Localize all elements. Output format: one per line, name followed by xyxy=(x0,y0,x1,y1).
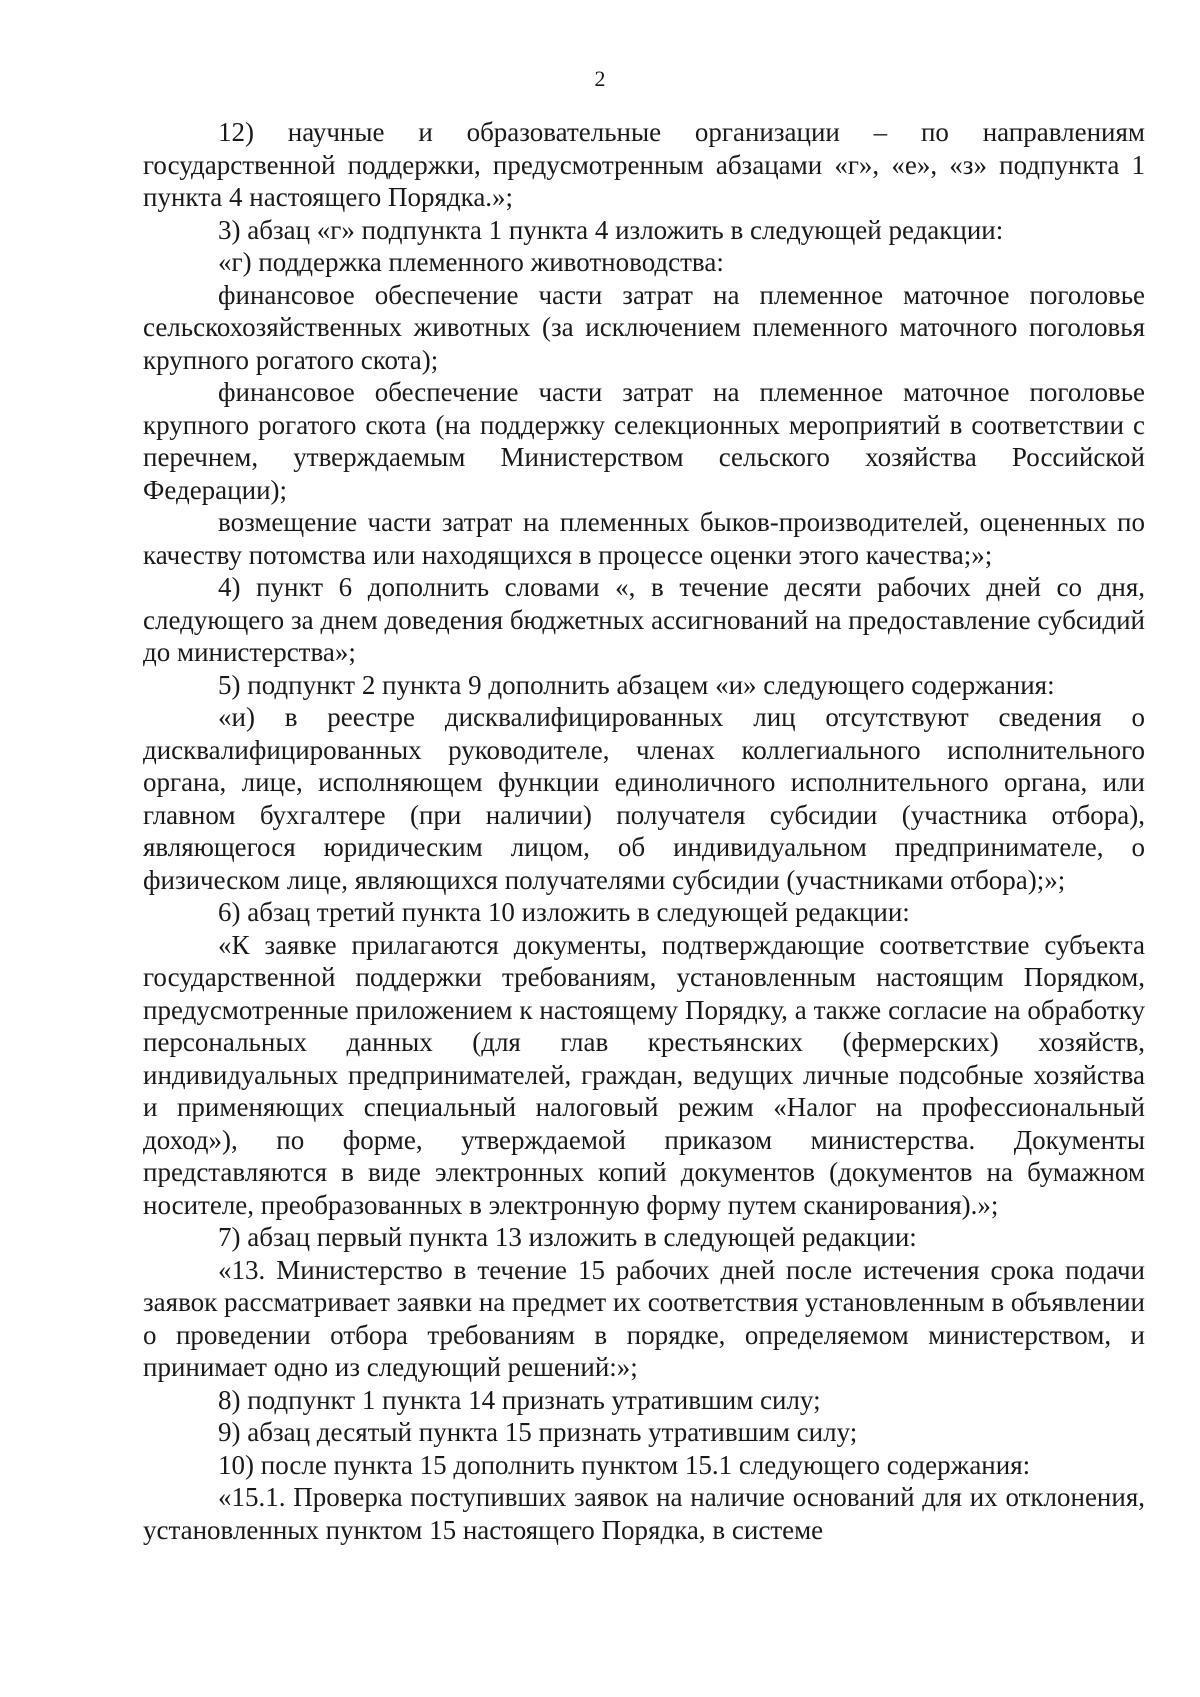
paragraph-subitem-i: «и) в реестре дисквалифицированных лиц отсутствуют сведения о дисквалифицированных руководителе, членах коллегиального исполнительного органа, лице, исполняющем функции единоличного исполнительного органа, или главном бухгалтере (при наличии) получателя субсидии (участника отбора), являющегося юридическим лицом, об индивидуальном предпринимателе, о физическом лице, являющихся получателями субсидии (участниками отбора);»; xyxy=(143,702,1145,895)
paragraph-amendment-7: 7) абзац первый пункта 13 изложить в следующей редакции: xyxy=(218,1222,917,1252)
paragraph-financing-cattle: финансовое обеспечение части затрат на племенное маточное поголовье крупного рогатого скота (на поддержку селекционных мероприятий в соответствии с перечнем, утверждаемым Министерством сельского хозяйства Российской Федерации); xyxy=(143,377,1145,505)
paragraph-amendment-4: 4) пункт 6 дополнить словами «, в течение десяти рабочих дней со дня, следующего за днем доведения бюджетных ассигнований на предоставление субсидий до министерства»; xyxy=(143,572,1145,667)
paragraph-amendment-6: 6) абзац третий пункта 10 изложить в следующей редакции: xyxy=(218,897,910,927)
paragraph-item-15-1: «15.1. Проверка поступивших заявок на наличие оснований для их отклонения, установленных пунктом 15 настоящего Порядка, в системе xyxy=(143,1482,1145,1545)
paragraph-financing-livestock: финансовое обеспечение части затрат на племенное маточное поголовье сельскохозяйственных животных (за исключением племенного маточного поголовья крупного рогатого скота); xyxy=(143,279,1145,375)
paragraph-bulls-compensation: возмещение части затрат на племенных быков-производителей, оцененных по качеству потомства или находящихся в процессе оценки этого качества;»; xyxy=(143,507,1145,570)
paragraph-subitem-g: «г) поддержка племенного животноводства: xyxy=(218,247,724,277)
paragraph-amendment-8: 8) подпункт 1 пункта 14 признать утратившим силу; xyxy=(218,1384,821,1415)
paragraph-amendment-5: 5) подпункт 2 пункта 9 дополнить абзацем «и» следующего содержания: xyxy=(218,669,1055,700)
document-body xyxy=(143,116,1145,1546)
paragraph-amendment-10: 10) после пункта 15 дополнить пунктом 15.1 следующего содержания: xyxy=(218,1449,1031,1480)
page-number: 2 xyxy=(594,66,606,91)
paragraph-amendment-3: 3) абзац «г» подпункта 1 пункта 4 изложить в следующей редакции: xyxy=(218,214,1004,245)
paragraph-application-documents: «К заявке прилагаются документы, подтверждающие соответствие субъекта государственной поддержки требованиям, установленным настоящим Порядком, предусмотренные приложением к настоящему Порядку, а также согласие на обработку персональных данных (для глав крестьянских (фермерских) хозяйств, индивидуальных предпринимателей, граждан, ведущих личные подсобные хозяйства и применяющих специальный налоговый режим «Налог на профессиональный доход»), по форме, утверждаемой приказом министерства. Документы представляются в виде электронных копий документов (документов на бумажном носителе, преобразованных в электронную форму путем сканирования).»; xyxy=(143,929,1145,1220)
paragraph-item-13: «13. Министерство в течение 15 рабочих дней после истечения срока подачи заявок рассматривает заявки на предмет их соответствия установленным в объявлении о проведении отбора требованиям в порядке, определяемом министерством, и принимает одно из следующий решений:»; xyxy=(143,1254,1145,1382)
paragraph-item-12: 12) научные и образовательные организации – по направлениям государственной поддержки, предусмотренным абзацами «г», «е», «з» подпункта 1 пункта 4 настоящего Порядка.»; xyxy=(143,117,1145,212)
paragraph-amendment-9: 9) абзац десятый пункта 15 признать утратившим силу; xyxy=(218,1417,858,1447)
